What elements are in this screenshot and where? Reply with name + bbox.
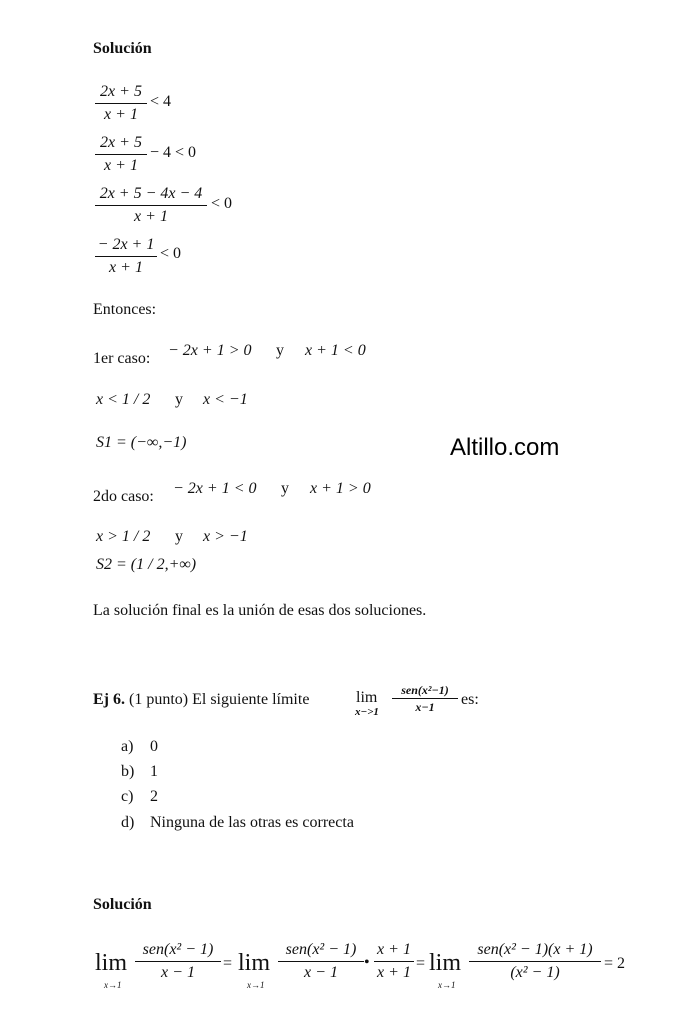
exercise-6-lim: lim bbox=[356, 689, 378, 706]
exercise-6-statement bbox=[93, 691, 309, 709]
case-2-result-and: y bbox=[175, 528, 183, 545]
option-d-text: Ninguna de las otras es correcta bbox=[150, 814, 354, 831]
case-1-result-b: x < −1 bbox=[203, 391, 248, 408]
equals-2: = bbox=[416, 955, 426, 972]
step-3-denominator: x + 1 bbox=[134, 208, 168, 225]
option-b-letter: b) bbox=[121, 763, 135, 780]
exercise-6-text-after: es: bbox=[461, 691, 479, 708]
step-3-fraction bbox=[95, 184, 207, 227]
case-1-label: 1er caso: bbox=[93, 350, 151, 367]
solution-2-heading: Solución bbox=[93, 896, 152, 913]
case-1-condition-a: − 2x + 1 > 0 bbox=[168, 342, 252, 359]
step-2-fraction bbox=[95, 133, 147, 176]
case-1-result-and: y bbox=[175, 391, 183, 408]
fraction-1-denominator: x − 1 bbox=[161, 964, 195, 981]
lim-3-subscript: x→1 bbox=[438, 980, 456, 990]
case-2-result-a: x > 1 / 2 bbox=[96, 528, 151, 545]
lim-2: lim bbox=[238, 950, 271, 976]
fraction-4-numerator: sen(x² − 1)(x + 1) bbox=[477, 941, 593, 958]
equals-1: = bbox=[223, 955, 233, 972]
case-1-set: S1 = (−∞,−1) bbox=[96, 434, 187, 451]
option-a-letter: a) bbox=[121, 738, 134, 755]
case-2-label: 2do caso: bbox=[93, 488, 154, 505]
step-2-denominator: x + 1 bbox=[104, 157, 138, 174]
option-b-text: 1 bbox=[150, 763, 158, 780]
exercise-6-fraction bbox=[392, 683, 458, 714]
step-1-fraction bbox=[95, 82, 147, 125]
case-2-condition-a: − 2x + 1 < 0 bbox=[173, 480, 257, 497]
step-1-rhs: < 4 bbox=[150, 93, 172, 110]
step-3-rhs: < 0 bbox=[211, 195, 233, 212]
fraction-1-numerator: sen(x² − 1) bbox=[142, 941, 214, 958]
case-1-result-a: x < 1 / 2 bbox=[96, 391, 151, 408]
case-2-result-b: x > −1 bbox=[203, 528, 248, 545]
option-a-text: 0 bbox=[150, 738, 158, 755]
watermark: Altillo.com bbox=[450, 434, 560, 461]
case-2-and: y bbox=[281, 480, 289, 497]
option-c-letter: c) bbox=[121, 788, 134, 805]
case-1-and: y bbox=[276, 342, 284, 359]
exercise-6-lim-subscript: x−>1 bbox=[355, 706, 379, 718]
step-4-denominator: x + 1 bbox=[109, 259, 143, 276]
exercise-6-denominator: x−1 bbox=[415, 700, 435, 714]
then-label: Entonces: bbox=[93, 301, 157, 318]
lim-2-subscript: x→1 bbox=[247, 980, 265, 990]
solution-2-fraction-3 bbox=[374, 940, 414, 983]
step-4-numerator: − 2x + 1 bbox=[97, 236, 155, 253]
step-4-rhs: < 0 bbox=[160, 245, 182, 262]
fraction-3-denominator: x + 1 bbox=[377, 964, 411, 981]
solution-heading: Solución bbox=[93, 40, 152, 57]
final-statement: La solución final es la unión de esas dos soluciones. bbox=[93, 602, 427, 619]
exercise-6-numerator: sen(x²−1) bbox=[401, 683, 449, 697]
step-1-denominator: x + 1 bbox=[104, 106, 138, 123]
lim-1-subscript: x→1 bbox=[104, 980, 122, 990]
exercise-6-label: Ej 6. bbox=[93, 691, 125, 708]
case-2-set: S2 = (1 / 2,+∞) bbox=[96, 556, 197, 573]
fraction-4-denominator: (x² − 1) bbox=[510, 964, 560, 981]
step-3-numerator: 2x + 5 − 4x − 4 bbox=[99, 185, 203, 202]
option-d-letter: d) bbox=[121, 814, 135, 831]
fraction-2-numerator: sen(x² − 1) bbox=[285, 941, 357, 958]
fraction-2-denominator: x − 1 bbox=[304, 964, 338, 981]
case-1-condition-b: x + 1 < 0 bbox=[305, 342, 366, 359]
final-result: = 2 bbox=[604, 955, 626, 972]
case-2-condition-b: x + 1 > 0 bbox=[310, 480, 371, 497]
solution-2-fraction-1 bbox=[135, 940, 221, 983]
step-4-fraction bbox=[95, 235, 157, 278]
step-1-numerator: 2x + 5 bbox=[100, 83, 142, 100]
multiply-dot: • bbox=[364, 954, 370, 971]
solution-2-fraction-4 bbox=[469, 940, 601, 983]
lim-1: lim bbox=[95, 950, 128, 976]
option-c-text: 2 bbox=[150, 788, 158, 805]
fraction-3-numerator: x + 1 bbox=[377, 941, 411, 958]
step-2-numerator: 2x + 5 bbox=[100, 134, 142, 151]
solution-2-fraction-2 bbox=[278, 940, 364, 983]
exercise-6-text: (1 punto) El siguiente límite bbox=[129, 691, 310, 708]
step-2-rhs: − 4 < 0 bbox=[150, 144, 197, 161]
lim-3: lim bbox=[429, 950, 462, 976]
